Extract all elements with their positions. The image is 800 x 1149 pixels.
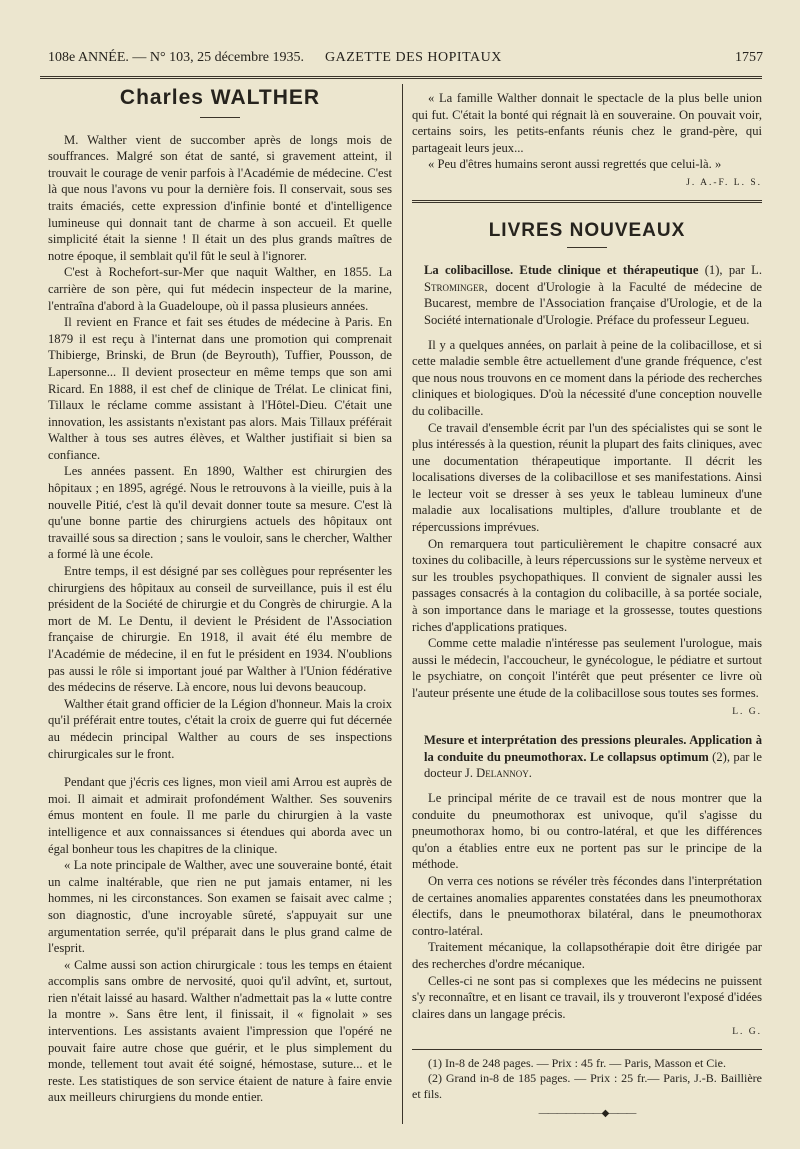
review-1-signature: L. G. [732, 706, 762, 717]
obituary-paragraph: Il revient en France et fait ses études de médecine à Paris. En 1879 il est reçu à l'internat dans une promotion qui comprenait Thibierge, Brinski, de Brun (de Beyrouth), Tuffier, Pousson, de Lapersonne... Il devient prosecteur en même temps que son ami Ricard. En 1888, il est chef de clinique de Trélat. Le clinicat fini, Tillaux le réclame comme assistant à l'Hôtel-Dieu. C'était une innovation, les assistants n'existant pas alors. Mais Tillaux préférait Walther à tous ses autres élèves, et Walther justifiait si bien sa confiance. [48, 315, 392, 462]
book-2-ref: (2), par le docteur [424, 749, 762, 781]
book-1-ref: (1), par [704, 263, 745, 278]
obituary-title: Charles WALTHER [119, 86, 321, 109]
review-paragraph: Il y a quelques années, on parlait à peine de la colibacillose, et si cette maladie semble être actuellement d'une grande fréquence, c'est que nous nous trouvons en ce moment dans la période des recherches cliniques et biologiques. D'où la nécessité d'une conception nouvelle du colibacille. [412, 337, 762, 418]
book-2-citation: Mesure et interprétation des pressions pleurales. Application à la conduite du pneumothorax. Le collapsus optimum (2), par le docteur J. Delannoy. [424, 733, 762, 781]
review-paragraph: On verra ces notions se révéler très fécondes dans l'interprétation de certaines anomalies apparentes constatées dans les pneumothorax électifs, dans le pneumothorax bilatéral, dans le pneumothorax contro-latéral. [412, 873, 762, 938]
book-2-author: J. Delannoy [464, 766, 529, 781]
footnote: (1) In-8 de 248 pages. — Prix : 45 fr. — Paris, Masson et Cie. [428, 1055, 726, 1070]
obituary-paragraph: « Peu d'êtres humains seront aussi regrettés que celui-là. » [428, 157, 722, 172]
review-paragraph: On remarquera tout particulièrement le chapitre consacré aux toxines du colibacille, à leurs répercussions sur le système nerveux et sur les troubles psychopathiques. Il convient de signaler aussi les passages consacrés à la contagion du colibacille, à sa portée sociale, à son importance dans le mariage et la grossesse, toutes questions riches d'applications pratiques. [412, 536, 762, 634]
obituary-paragraph: Pendant que j'écris ces lignes, mon vieil ami Arrou est auprès de moi. Il aimait et admirait profondément Walther. Ses souvenirs émus montent en foule. Il me parle du chirurgien à la vaste intelligence et aux connaissances si étendues qui aborda avec un égal bonheur tous les chapitres de la clinique. [48, 775, 392, 856]
obituary-paragraph: Les années passent. En 1890, Walther est chirurgien des hôpitaux ; en 1895, agrégé. Nous le retrouvons à la vieille, puis à la nouvelle Pitié, c'est là qu'il devait donner toute sa mesure. C'est là qu'une bonne partie des chirurgiens actuels des hôpitaux ont travaillé sous sa direction ; sans le vouloir, sans le chercher, Walther a formé là une école. [48, 464, 392, 562]
review-2-signature: L. G. [732, 1027, 762, 1038]
obituary-paragraph: M. Walther vient de succomber après de longs mois de souffrances. Malgré son état de santé, si gravement atteint, il trouvait le courage de venir parfois à l'Académie de médecine. C'est là que nous l'avons vu pour la dernière fois. Il conservait, sous ses traits émaciés, cette expression d'infinie bonté et d'intelligence lumineuse qui donnait tant de charme à son accueil. Et quelle simplicité était la sienne ! Il était un des plus grands maîtres de notre époque, il semblait qu'il fût le seul à l'ignorer. [48, 132, 392, 263]
header-rule [40, 76, 762, 79]
footnote: (2) Grand in-8 de 185 pages. — Prix : 25 fr.— Paris, J.-B. Baillière et fils. [412, 1071, 762, 1101]
right-column [412, 90, 762, 1123]
page-number: 1757 [735, 50, 763, 65]
end-ornament: ———————◆——— [538, 1108, 636, 1120]
review-paragraph: Ce travail d'ensemble écrit par l'un des spécialistes qui se sont le plus intéressés à la question, réunit la plupart des faits cliniques, avec une documentation thérapeutique importante. Il décrit les localisations diverses de la colibacillose et ses manifestations. Ainsi le lecteur voit se dresser à ses yeux le tableau lumineux d'une maladie aux localisations multiples, d'allure troublante et de répercussions imprévues. [412, 420, 762, 535]
left-column [48, 86, 392, 1106]
book-2-title: Mesure et interprétation des pressions pleurales. Application à la conduite du pneumothorax. Le collapsus optimum [424, 733, 762, 764]
review-paragraph: Traitement mécanique, la collapsothérapie doit être dirigée par des recherches d'ordre mécanique. [412, 940, 762, 971]
book-1-citation [412, 262, 762, 328]
review-paragraph: Celles-ci ne sont pas si complexes que les médecins ne puissent s'y reconnaître, et en lisant ce travail, ils y trouveront l'exposé d'idées claires dans un langage précis. [412, 973, 762, 1021]
obituary-paragraph: « La famille Walther donnait le spectacle de la plus belle union qui fut. C'était la bonté qui régnait là en souveraine. On pouvait voir, certains soirs, les petits-enfants réunis chez le grand-père, qui partageait leurs jeux... [412, 91, 762, 155]
obituary-paragraph: Entre temps, il est désigné par ses collègues pour représenter les chirurgiens des hôpitaux au conseil de surveillance, puis il est élu président de la Société de chirurgie et du Congrès de chirurgie. A la mort de M. Le Dentu, il devient le Président de l'Association française de chirurgie. En 1918, il avait été élu membre de l'Académie de médecine, il en fut le président en 1934. N'oublions pas aussi le rôle si important joué par Walther à l'Union fédérative des médecins de réserve. Là encore, nous lui devons beaucoup. [48, 564, 392, 695]
obituary-paragraph: Walther était grand officier de la Légion d'honneur. Mais la croix qu'il préférait entre toutes, c'était la croix de guerre qui fut décernée au médecin principal Walther au cours de ses inspections chirurgicales sur le front. [48, 696, 392, 761]
reviews-heading: LIVRES NOUVEAUX [488, 219, 686, 241]
book-1-title: La colibacillose. Etude clinique et thérapeutique [424, 263, 699, 278]
book-1-author: L. Strominger [424, 263, 763, 294]
book-1-details: , docent d'Urologie à la Faculté de médecine de Bucarest, membre de l'Association française d'Urologie, et de la Société internationale d'Urologie. Préface du professeur Legueu. [424, 279, 762, 327]
obituary-paragraph: « Calme aussi son action chirurgicale : tous les temps en étaient accomplis sans ombre de nervosité, quoi qu'il advînt, et, surtout, rien n'était laissé au hasard. Walther n'admettait pas la « lutte contre la montre ». Sans être lent, il finissait, il « fignolait » ses interventions. Les assistants avaient l'impression que l'opéré ne pouvait faire autre chose que guérir, et le plus simplement du monde, tellement tout avait été soigné, hémostase, suture... et le reste. Les statistiques de son service étaient de nature à faire envie aux meilleurs chirurgiens du monde entier. [48, 957, 392, 1105]
heading-rule [567, 247, 607, 248]
review-paragraph: Le principal mérite de ce travail est de nous montrer que la conduite du pneumothorax est univoque, qu'il s'agisse du pneumothorax homo, bi ou contro-latéral, et que les différences qu'on a établies entre eux ne portent pas sur le principe de la méthode. [412, 790, 762, 872]
obituary-signature: J. A.-F. L. S. [686, 177, 762, 188]
issue-info: 108e ANNÉE. — N° 103, 25 décembre 1935. [48, 50, 304, 65]
footnotes-rule [412, 1049, 762, 1050]
review-paragraph: Comme cette maladie n'intéresse pas seulement l'urologue, mais aussi le médecin, l'accoucheur, le gynécologue, le pédiatre et surtout le psychiatre, on conçoit l'intérêt que peut présenter ce livre où l'auteur présente une étude de la colibacillose sous toutes ses formes. [412, 636, 762, 700]
journal-name: GAZETTE DES HOPITAUX [325, 50, 502, 65]
page-header [48, 50, 763, 70]
obituary-paragraph: C'est à Rochefort-sur-Mer que naquit Walther, en 1855. La carrière de son père, qui fut médecin inspecteur de la marine, l'entraîna d'abord à la Guadeloupe, où il passa plusieurs années. [48, 265, 392, 313]
section-separator [412, 200, 762, 203]
obituary-paragraph: « La note principale de Walther, avec une souveraine bonté, était un calme inaltérable, que rien ne put jamais entamer, ni les hommes, ni les circonstances. Son examen se faisait avec calme ; son diagnostic, d'une incroyable sûreté, s'appuyait sur une argumentation serrée, qu'il préparait dans le plus grand calme de l'esprit. [48, 858, 392, 956]
title-rule [200, 117, 240, 118]
column-divider [402, 84, 403, 1124]
